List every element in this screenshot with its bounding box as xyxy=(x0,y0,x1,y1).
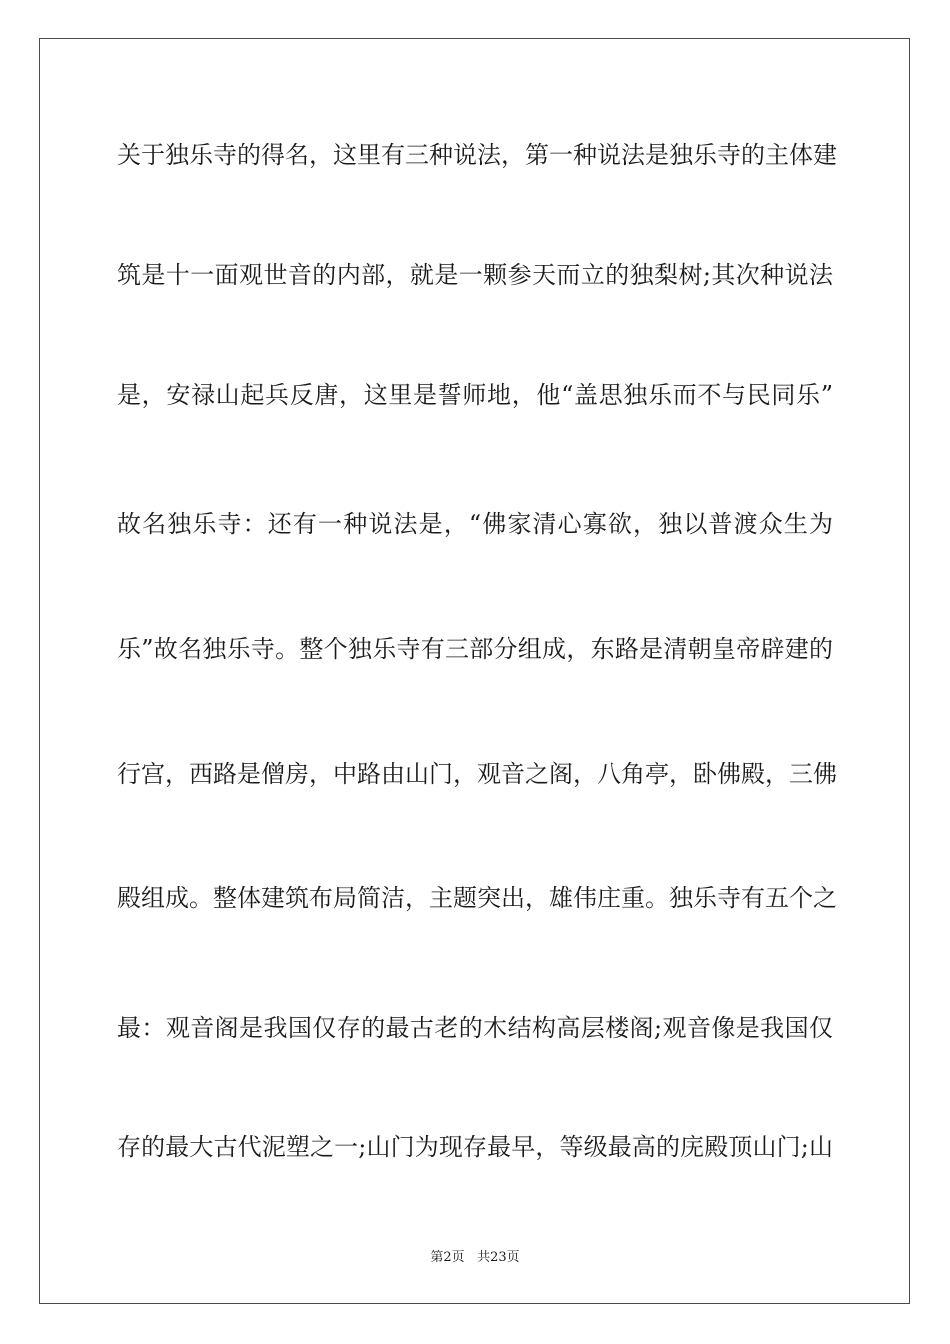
text-line-4: 故名独乐寺：还有一种说法是，“佛家清心寡欲，独以普渡众生为 xyxy=(117,510,833,538)
page-number: 第2页 xyxy=(430,1250,465,1265)
text-line-9: 存的最大古代泥塑之一;山门为现存最早，等级最高的庑殿顶山门;山 xyxy=(117,1133,833,1161)
text-line-7: 殿组成。整体建筑布局简洁，主题突出，雄伟庄重。独乐寺有五个之 xyxy=(117,884,837,912)
page-total: 共23页 xyxy=(477,1250,520,1265)
text-line-6: 行宫，西路是僧房，中路由山门，观音之阁，八角亭，卧佛殿，三佛 xyxy=(117,760,837,788)
text-line-8: 最：观音阁是我国仅存的最古老的木结构高层楼阁;观音像是我国仅 xyxy=(117,1014,833,1042)
page-footer xyxy=(0,1246,950,1265)
text-line-2: 筑是十一面观世音的内部，就是一颗参天而立的独梨树;其次种说法 xyxy=(117,261,833,289)
page-frame xyxy=(39,38,910,1304)
text-line-3: 是，安禄山起兵反唐，这里是誓师地，他“盖思独乐而不与民同乐” xyxy=(117,381,833,409)
text-line-5: 乐”故名独乐寺。整个独乐寺有三部分组成，东路是清朝皇帝辟建的 xyxy=(117,635,833,663)
text-line-1: 关于独乐寺的得名，这里有三种说法，第一种说法是独乐寺的主体建 xyxy=(117,141,837,169)
